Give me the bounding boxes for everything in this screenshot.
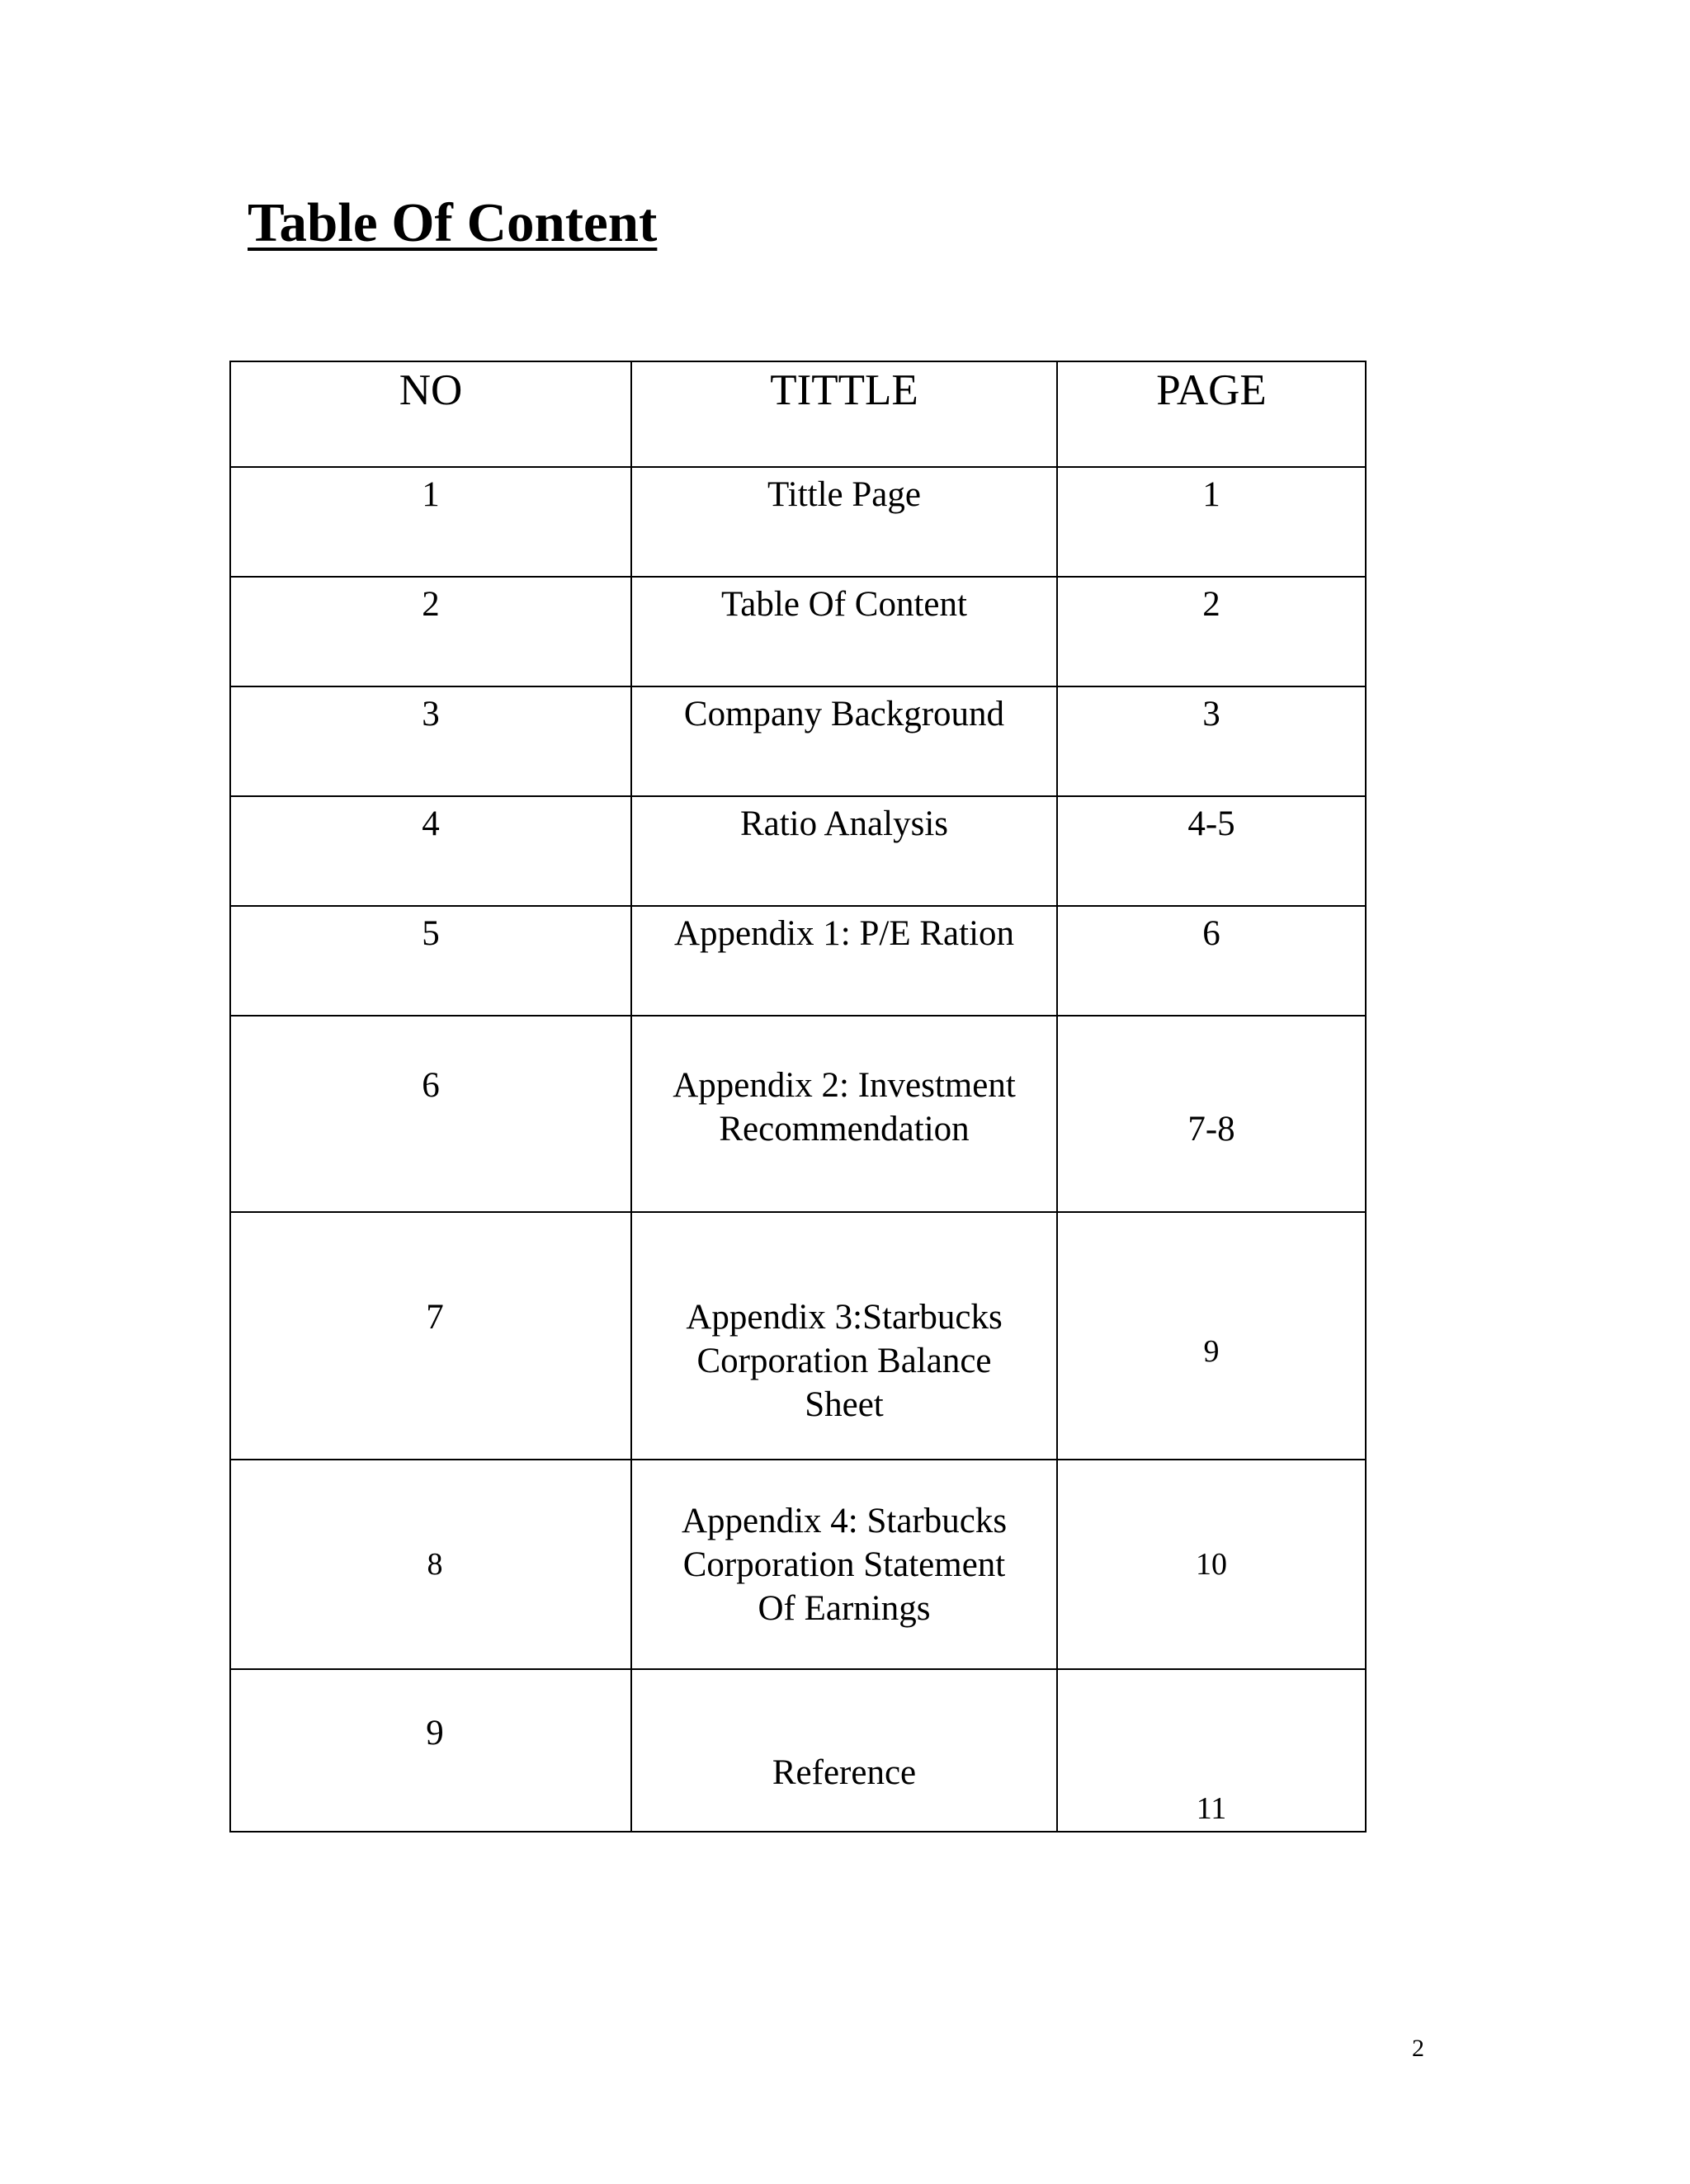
header-no: NO — [230, 361, 631, 467]
row-no: 8 — [230, 1460, 631, 1669]
row-no: 3 — [230, 686, 631, 796]
row-title: Reference — [631, 1669, 1057, 1832]
row-no: 5 — [230, 906, 631, 1016]
table-row — [230, 1016, 1366, 1212]
row-page: 6 — [1057, 906, 1366, 1016]
table-row — [230, 686, 1366, 796]
row-title: Appendix 4: Starbucks Corporation Statement Of Earnings — [631, 1460, 1057, 1669]
row-title: Ratio Analysis — [631, 796, 1057, 906]
table-row — [230, 1212, 1366, 1460]
row-title: Company Background — [631, 686, 1057, 796]
table-row — [230, 577, 1366, 686]
page-title: Table Of Content — [248, 192, 658, 253]
row-no: 1 — [230, 467, 631, 577]
page-number: 2 — [1412, 2035, 1424, 2062]
row-no: 9 — [230, 1669, 631, 1832]
table-row — [230, 467, 1366, 577]
row-title: Appendix 1: P/E Ration — [631, 906, 1057, 1016]
row-title: Appendix 2: Investment Recommendation — [631, 1016, 1057, 1212]
row-page: 10 — [1057, 1460, 1366, 1669]
row-title: Tittle Page — [631, 467, 1057, 577]
row-no: 4 — [230, 796, 631, 906]
table-row — [230, 796, 1366, 906]
row-no: 6 — [230, 1016, 631, 1212]
row-page: 3 — [1057, 686, 1366, 796]
row-page: 9 — [1057, 1212, 1366, 1460]
row-title: Table Of Content — [631, 577, 1057, 686]
row-page: 11 — [1057, 1669, 1366, 1832]
table-row — [230, 1669, 1366, 1832]
table-row — [230, 1460, 1366, 1669]
table-header-row — [230, 361, 1366, 467]
header-page: PAGE — [1057, 361, 1366, 467]
table-of-contents — [229, 361, 1367, 1833]
table-row — [230, 906, 1366, 1016]
row-title: Appendix 3:Starbucks Corporation Balance Sheet — [631, 1212, 1057, 1460]
header-title: TITTLE — [631, 361, 1057, 467]
row-page: 2 — [1057, 577, 1366, 686]
row-no: 7 — [230, 1212, 631, 1460]
row-page: 4-5 — [1057, 796, 1366, 906]
row-no: 2 — [230, 577, 631, 686]
row-page: 7-8 — [1057, 1016, 1366, 1212]
row-page: 1 — [1057, 467, 1366, 577]
